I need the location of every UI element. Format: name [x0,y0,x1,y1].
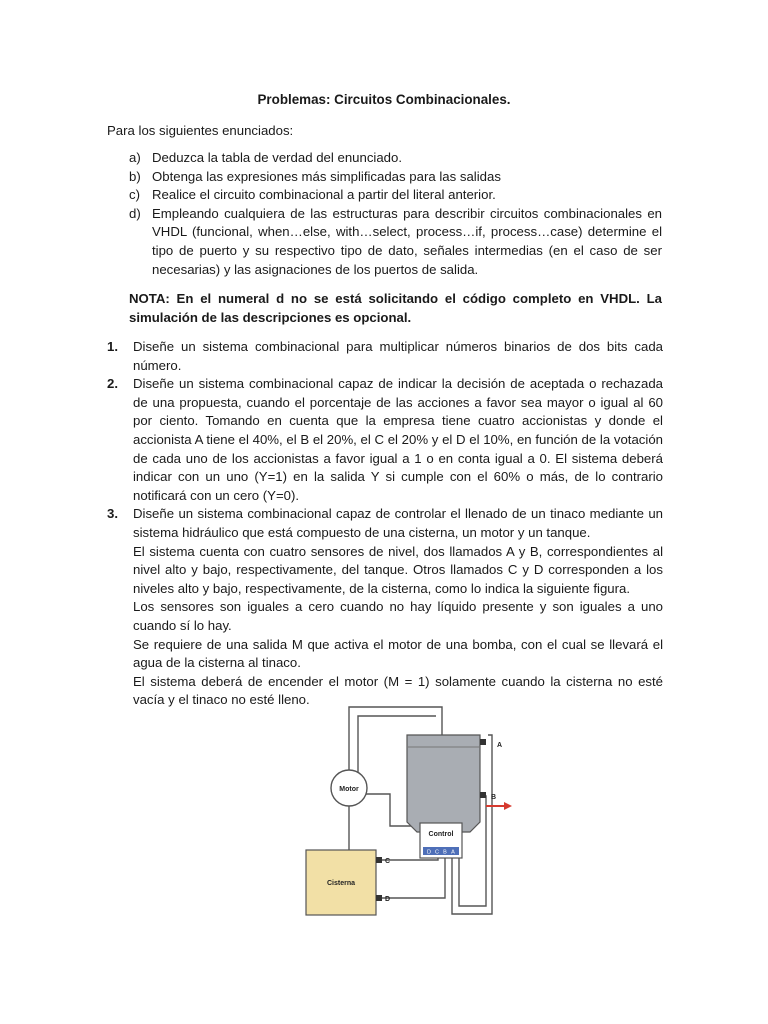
task-list [129,149,662,279]
problem-list [107,338,663,710]
task-text: Obtenga las expresiones más simplificadas para las salidas [152,168,501,184]
sensor-d-label: D [385,896,391,903]
problem-paragraph: Se requiere de una salida M que activa el motor de una bomba, con el cual se llevará el agua de la cisterna al tinaco. [133,636,663,671]
control-input-label: B [443,849,447,856]
sensor-b-label: B [491,794,497,801]
problem-paragraph: Los sensores son iguales a cero cuando no hay líquido presente y son iguales a uno cuando sí lo hay. [133,599,663,633]
sensor-a-label: A [497,742,503,749]
problem-item [107,505,663,710]
sensor-a-icon [480,739,486,745]
sensor-c-icon [376,857,382,863]
problem-number: 3. [107,506,118,522]
problem-paragraph: El sistema cuenta con cuatro sensores de nivel, dos llamados A y B, correspondientes al nivel alto y bajo, respectivamente, del tanque. Otros llamados C y D corresponden a los niveles alto y bajo, respectivamente, de la cisterna, como lo indica la siguiente figura. [133,543,663,596]
cisterna-label: Cisterna [326,880,356,887]
sensor-d-icon [376,895,382,901]
task-marker: c) [129,187,140,203]
task-text: Realice el circuito combinacional a partir del literal anterior. [152,187,496,203]
motor-label: Motor [339,786,359,793]
tank-system-figure [300,700,520,922]
control-input-label: A [451,849,455,856]
document-title: Problemas: Circuitos Combinacionales. [257,92,511,107]
problem-item [107,338,663,375]
task-marker: d) [129,205,141,221]
tank-shape [407,735,480,832]
problem-paragraph: Diseñe un sistema combinacional para multiplicar números binarios de dos bits cada número. [133,339,663,373]
task-marker: b) [129,168,141,184]
task-marker: a) [129,150,141,165]
task-item [129,168,662,187]
arrow-right-icon [504,802,512,810]
task-text: Empleando cualquiera de las estructuras para describir circuitos combinacionales en VHDL (funcional, when…else, with…select, process…if, process…case) determine el tipo de puerto y su respectivo tipo de dato, señales intermedias (en el caso de ser necesarias) y las asignaciones de los puertos de salida. [152,205,662,277]
note-text: NOTA: En el numeral d no se está solicitando el código completo en VHDL. La simulación de las descripciones es opcional. [129,291,662,325]
control-input-label: C [435,849,439,856]
problem-paragraph: Diseñe un sistema combinacional capaz de indicar la decisión de aceptada o rechazada de una propuesta, cuando el porcentaje de las acciones a favor sea mayor o igual al 60 por ciento. Tomando en cuenta que la empresa tiene cuatro accionistas y donde el accionista A tiene el 40%, el B el 20%, el C el 20% y el D el 10%, en función de la votación de cada uno de los accionistas a favor igual a 1 o en conta igual a 0. El sistema deberá indicar con un uno (Y=1) en la salida Y si cumple con el 60% o más, de lo contrario notificará con un cero (Y=0). [133,376,663,503]
task-item [129,186,662,205]
sensor-c-label: C [385,858,391,865]
problem-paragraph: Diseñe un sistema combinacional capaz de controlar el llenado de un tinaco mediante un sistema hidráulico que está compuesto de una cisterna, un motor y un tanque. [133,506,663,540]
problem-number: 2. [107,376,118,392]
intro-text: Para los siguientes enunciados: [107,123,294,138]
sensor-b-icon [480,792,486,798]
task-item [129,149,662,168]
control-label: Control [428,831,454,838]
problem-item [107,375,663,505]
problem-paragraph: El sistema deberá de encender el motor (M = 1) solamente cuando la cisterna no esté vacía y el tinaco no esté lleno. [133,673,663,708]
control-input-label: D [427,849,431,856]
problem-number: 1. [107,339,118,354]
task-text: Deduzca la tabla de verdad del enunciado. [152,150,403,165]
task-item [129,205,662,279]
